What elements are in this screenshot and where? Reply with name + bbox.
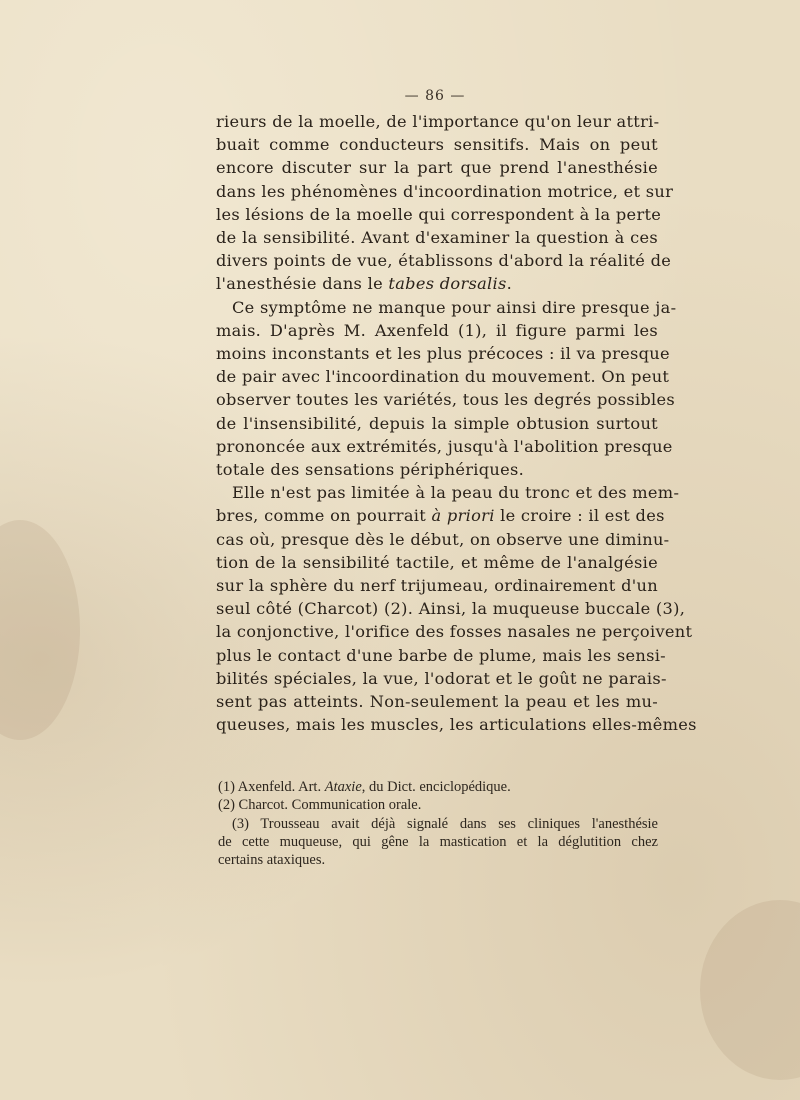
text-line: sent pas atteints. Non-seulement la peau et les mu- — [216, 692, 658, 712]
footnotes — [218, 778, 658, 869]
text-line: queuses, mais les muscles, les articulations elles-mêmes — [216, 715, 697, 735]
text-line: bres, comme on pourrait à priori le croire : il est des — [216, 506, 665, 526]
page-number: — 86 — — [404, 88, 466, 104]
text-line: de la sensibilité. Avant d'examiner la question à ces — [216, 228, 658, 248]
text-line: dans les phénomènes d'incoordination motrice, et sur — [216, 181, 674, 201]
text-line: tion de la sensibilité tactile, et même de l'analgésie — [216, 552, 658, 572]
text-line: seul côté (Charcot) (2). Ainsi, la muqueuse buccale (3), — [216, 599, 686, 619]
text-line: plus le contact d'une barbe de plume, mais les sensi- — [216, 645, 666, 665]
text-line: prononcée aux extrémités, jusqu'à l'abolition presque — [216, 436, 673, 456]
text-line: la conjonctive, l'orifice des fosses nasales ne perçoivent — [216, 622, 693, 642]
footnote-continuation: de cette muqueuse, qui gêne la mastication et la déglutition chez — [218, 833, 658, 850]
text-line: buait comme conducteurs sensitifs. Mais on peut — [216, 135, 658, 155]
italic-term: à priori — [431, 506, 495, 526]
paper-stain — [0, 520, 80, 740]
text-line: cas où, presque dès le début, on observe une diminu- — [216, 529, 670, 549]
paper-stain — [700, 900, 800, 1080]
text-line: mais. D'après M. Axenfeld (1), il figure parmi les — [216, 320, 658, 340]
footnote-continuation: certains ataxiques. — [218, 852, 326, 869]
text-line: moins inconstants et les plus précoces : il va presque — [216, 344, 670, 364]
text-line: Elle n'est pas limitée à la peau du tronc et des mem- — [232, 483, 680, 503]
text-line: de pair avec l'incoordination du mouvement. On peut — [216, 367, 670, 387]
footnote: (1) Axenfeld. Art. Ataxie, du Dict. enciclopédique. — [218, 779, 511, 795]
text-line: encore discuter sur la part que prend l'anesthésie — [216, 158, 658, 178]
text-line: les lésions de la moelle qui correspondent à la perte — [216, 204, 662, 224]
text-line: totale des sensations périphériques. — [216, 460, 525, 480]
footnote: (2) Charcot. Communication orale. — [218, 797, 422, 814]
text-line: rieurs de la moelle, de l'importance qu'on leur attri- — [216, 112, 660, 131]
text-line: observer toutes les variétés, tous les degrés possibles — [216, 390, 675, 410]
italic-term: Ataxie — [324, 779, 362, 795]
text-line: sur la sphère du nerf trijumeau, ordinairement d'un — [216, 576, 658, 596]
text-line: de l'insensibilité, depuis la simple obtusion surtout — [216, 413, 658, 433]
text-line: divers points de vue, établissons d'abord la réalité de — [216, 251, 672, 271]
footnote: (3) Trousseau avait déjà signalé dans ses cliniques l'anesthésie — [232, 815, 658, 832]
text-line: Ce symptôme ne manque pour ainsi dire presque ja- — [232, 297, 677, 317]
text-line: bilités spéciales, la vue, l'odorat et le goût ne parais- — [216, 668, 667, 688]
italic-term: tabes dorsalis — [388, 274, 507, 294]
text-line: l'anesthésie dans le tabes dorsalis. — [216, 274, 513, 294]
body-text — [216, 110, 697, 736]
